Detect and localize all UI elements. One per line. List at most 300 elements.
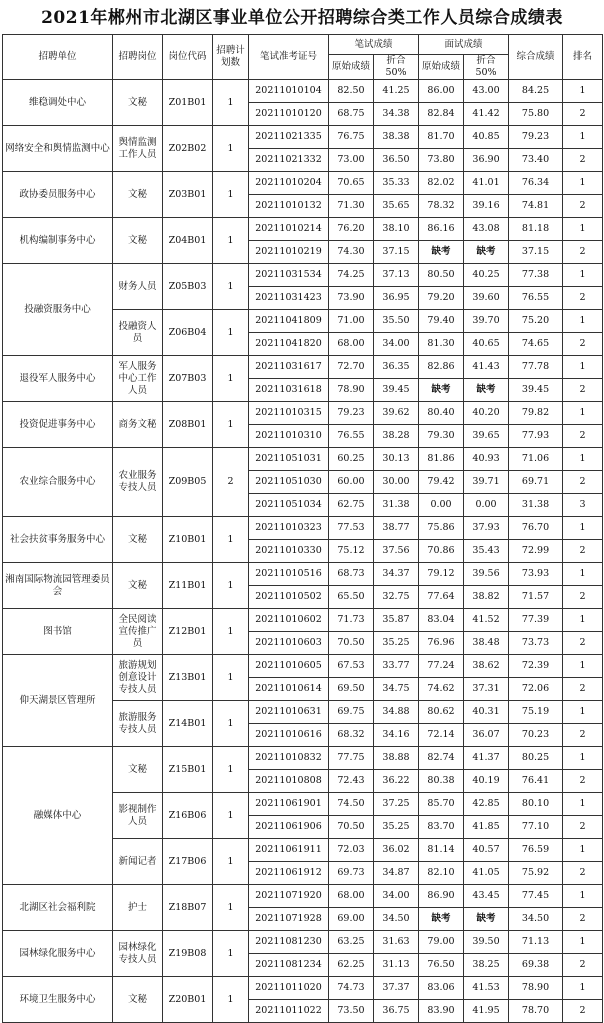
interview-raw-cell: 86.00 [419,80,464,103]
unit-name-cell: 退役军人服务中心 [3,356,113,402]
interview-raw-cell: 79.40 [419,310,464,333]
interview-raw-cell: 缺考 [419,908,464,931]
exam-no-cell: 20211010204 [249,172,329,195]
unit-name-cell: 湘南国际物流园管理委员会 [3,563,113,609]
plan-count-cell: 1 [213,931,249,977]
written-weighted-cell: 35.87 [374,609,419,632]
exam-no-cell: 20211010616 [249,724,329,747]
interview-raw-cell: 73.80 [419,149,464,172]
exam-no-cell: 20211071920 [249,885,329,908]
interview-weighted-cell: 40.93 [464,448,509,471]
post-name-cell: 农业服务专技人员 [113,448,163,517]
table-row [3,931,603,954]
rank-cell: 2 [563,816,603,839]
written-raw-cell: 68.75 [329,103,374,126]
written-weighted-cell: 30.13 [374,448,419,471]
total-cell: 80.25 [509,747,563,770]
rank-cell: 2 [563,862,603,885]
written-raw-cell: 72.03 [329,839,374,862]
written-raw-cell: 70.50 [329,632,374,655]
written-raw-cell: 71.00 [329,310,374,333]
interview-raw-cell: 74.62 [419,678,464,701]
unit-name-cell: 政协委员服务中心 [3,172,113,218]
total-cell: 37.15 [509,241,563,264]
written-weighted-cell: 34.00 [374,333,419,356]
rank-cell: 2 [563,103,603,126]
exam-no-cell: 20211010605 [249,655,329,678]
rank-cell: 2 [563,287,603,310]
written-raw-cell: 76.20 [329,218,374,241]
rank-cell: 1 [563,563,603,586]
total-cell: 84.25 [509,80,563,103]
written-weighted-cell: 34.75 [374,678,419,701]
plan-count-cell: 1 [213,563,249,609]
interview-weighted-cell: 37.93 [464,517,509,540]
post-name-cell: 文秘 [113,977,163,1023]
written-weighted-cell: 39.62 [374,402,419,425]
plan-count-cell: 1 [213,793,249,839]
interview-weighted-cell: 41.43 [464,356,509,379]
written-weighted-cell: 35.50 [374,310,419,333]
interview-weighted-cell: 41.95 [464,1000,509,1023]
header-post: 招聘岗位 [113,35,163,80]
interview-weighted-cell: 35.43 [464,540,509,563]
rank-cell: 1 [563,609,603,632]
exam-no-cell: 20211010832 [249,747,329,770]
interview-weighted-cell: 缺考 [464,241,509,264]
post-name-cell: 旅游规划创意设计专技人员 [113,655,163,701]
written-raw-cell: 77.53 [329,517,374,540]
interview-raw-cell: 79.30 [419,425,464,448]
rank-cell: 1 [563,701,603,724]
header-total: 综合成绩 [509,35,563,80]
post-code-cell: Z17B06 [163,839,213,885]
total-cell: 77.78 [509,356,563,379]
post-name-cell: 财务人员 [113,264,163,310]
written-raw-cell: 72.43 [329,770,374,793]
exam-no-cell: 20211061912 [249,862,329,885]
interview-raw-cell: 76.96 [419,632,464,655]
exam-no-cell: 20211081230 [249,931,329,954]
rank-cell: 1 [563,448,603,471]
written-raw-cell: 76.75 [329,126,374,149]
written-weighted-cell: 31.63 [374,931,419,954]
total-cell: 73.40 [509,149,563,172]
total-cell: 76.70 [509,517,563,540]
rank-cell: 1 [563,885,603,908]
written-raw-cell: 73.90 [329,287,374,310]
post-name-cell: 文秘 [113,172,163,218]
interview-raw-cell: 缺考 [419,241,464,264]
interview-raw-cell: 79.12 [419,563,464,586]
written-raw-cell: 71.73 [329,609,374,632]
exam-no-cell: 20211010602 [249,609,329,632]
written-raw-cell: 74.50 [329,793,374,816]
post-name-cell: 文秘 [113,517,163,563]
table-row [3,126,603,149]
total-cell: 74.81 [509,195,563,218]
written-weighted-cell: 37.37 [374,977,419,1000]
header-written-weighted: 折合50% [374,55,419,80]
header-interview-raw: 原始成绩 [419,55,464,80]
interview-weighted-cell: 40.19 [464,770,509,793]
plan-count-cell: 1 [213,517,249,563]
written-weighted-cell: 39.45 [374,379,419,402]
post-code-cell: Z09B05 [163,448,213,517]
exam-no-cell: 20211061901 [249,793,329,816]
rank-cell: 1 [563,402,603,425]
table-row [3,80,603,103]
interview-weighted-cell: 38.62 [464,655,509,678]
interview-raw-cell: 缺考 [419,379,464,402]
interview-raw-cell: 82.02 [419,172,464,195]
total-cell: 77.93 [509,425,563,448]
exam-no-cell: 20211051034 [249,494,329,517]
rank-cell: 2 [563,333,603,356]
written-weighted-cell: 30.00 [374,471,419,494]
exam-no-cell: 20211041809 [249,310,329,333]
total-cell: 75.20 [509,310,563,333]
written-raw-cell: 76.55 [329,425,374,448]
header-exam-no: 笔试准考证号 [249,35,329,80]
written-raw-cell: 72.70 [329,356,374,379]
post-name-cell: 商务文秘 [113,402,163,448]
post-code-cell: Z01B01 [163,80,213,126]
interview-weighted-cell: 39.60 [464,287,509,310]
written-weighted-cell: 35.33 [374,172,419,195]
written-raw-cell: 78.90 [329,379,374,402]
written-raw-cell: 74.73 [329,977,374,1000]
total-cell: 71.06 [509,448,563,471]
written-weighted-cell: 37.56 [374,540,419,563]
post-code-cell: Z07B03 [163,356,213,402]
written-raw-cell: 65.50 [329,586,374,609]
exam-no-cell: 20211061906 [249,816,329,839]
interview-weighted-cell: 39.56 [464,563,509,586]
post-code-cell: Z10B01 [163,517,213,563]
score-table [2,34,603,1023]
written-weighted-cell: 38.38 [374,126,419,149]
written-raw-cell: 74.30 [329,241,374,264]
interview-raw-cell: 81.14 [419,839,464,862]
post-code-cell: Z04B01 [163,218,213,264]
exam-no-cell: 20211010214 [249,218,329,241]
total-cell: 34.50 [509,908,563,931]
total-cell: 78.70 [509,1000,563,1023]
rank-cell: 1 [563,655,603,678]
interview-raw-cell: 80.38 [419,770,464,793]
total-cell: 76.41 [509,770,563,793]
interview-weighted-cell: 42.85 [464,793,509,816]
interview-raw-cell: 81.86 [419,448,464,471]
written-weighted-cell: 37.15 [374,241,419,264]
interview-raw-cell: 70.86 [419,540,464,563]
plan-count-cell: 1 [213,839,249,885]
interview-weighted-cell: 36.07 [464,724,509,747]
table-row [3,655,603,678]
exam-no-cell: 20211031618 [249,379,329,402]
total-cell: 72.99 [509,540,563,563]
interview-weighted-cell: 0.00 [464,494,509,517]
interview-weighted-cell: 缺考 [464,908,509,931]
exam-no-cell: 20211010120 [249,103,329,126]
post-name-cell: 护士 [113,885,163,931]
exam-no-cell: 20211010323 [249,517,329,540]
written-raw-cell: 73.50 [329,1000,374,1023]
written-weighted-cell: 38.77 [374,517,419,540]
header-written-raw: 原始成绩 [329,55,374,80]
written-raw-cell: 71.30 [329,195,374,218]
post-code-cell: Z13B01 [163,655,213,701]
table-row [3,977,603,1000]
interview-weighted-cell: 41.01 [464,172,509,195]
unit-name-cell: 图书馆 [3,609,113,655]
interview-raw-cell: 77.64 [419,586,464,609]
total-cell: 79.23 [509,126,563,149]
interview-weighted-cell: 36.90 [464,149,509,172]
post-code-cell: Z20B01 [163,977,213,1023]
exam-no-cell: 20211071928 [249,908,329,931]
interview-weighted-cell: 38.82 [464,586,509,609]
exam-no-cell: 20211010219 [249,241,329,264]
plan-count-cell: 1 [213,172,249,218]
plan-count-cell: 1 [213,402,249,448]
rank-cell: 1 [563,172,603,195]
post-code-cell: Z12B01 [163,609,213,655]
interview-raw-cell: 79.00 [419,931,464,954]
unit-name-cell: 仰天湖景区管理所 [3,655,113,747]
interview-weighted-cell: 40.25 [464,264,509,287]
written-raw-cell: 68.73 [329,563,374,586]
table-row [3,448,603,471]
header-written: 笔试成绩 [329,35,419,55]
plan-count-cell: 1 [213,218,249,264]
total-cell: 81.18 [509,218,563,241]
written-raw-cell: 68.00 [329,885,374,908]
written-weighted-cell: 36.35 [374,356,419,379]
header-plan: 招聘计划数 [213,35,249,80]
post-name-cell: 文秘 [113,747,163,793]
plan-count-cell: 1 [213,126,249,172]
rank-cell: 2 [563,149,603,172]
written-weighted-cell: 34.50 [374,908,419,931]
unit-name-cell: 维稳调处中心 [3,80,113,126]
rank-cell: 2 [563,540,603,563]
table-body [3,80,603,1023]
post-code-cell: Z15B01 [163,747,213,793]
interview-raw-cell: 86.16 [419,218,464,241]
written-raw-cell: 62.25 [329,954,374,977]
rank-cell: 1 [563,264,603,287]
interview-weighted-cell: 39.50 [464,931,509,954]
written-weighted-cell: 38.10 [374,218,419,241]
unit-name-cell: 环境卫生服务中心 [3,977,113,1023]
post-code-cell: Z06B04 [163,310,213,356]
post-name-cell: 投融资人员 [113,310,163,356]
interview-raw-cell: 83.70 [419,816,464,839]
total-cell: 76.59 [509,839,563,862]
written-weighted-cell: 31.13 [374,954,419,977]
interview-raw-cell: 78.32 [419,195,464,218]
interview-raw-cell: 83.04 [419,609,464,632]
written-weighted-cell: 36.02 [374,839,419,862]
interview-raw-cell: 82.74 [419,747,464,770]
interview-weighted-cell: 41.52 [464,609,509,632]
interview-weighted-cell: 43.08 [464,218,509,241]
rank-cell: 1 [563,839,603,862]
rank-cell: 1 [563,517,603,540]
total-cell: 69.71 [509,471,563,494]
exam-no-cell: 20211051030 [249,471,329,494]
interview-weighted-cell: 43.00 [464,80,509,103]
interview-weighted-cell: 39.16 [464,195,509,218]
written-weighted-cell: 35.25 [374,632,419,655]
interview-raw-cell: 81.70 [419,126,464,149]
exam-no-cell: 20211051031 [249,448,329,471]
exam-no-cell: 20211031534 [249,264,329,287]
rank-cell: 1 [563,310,603,333]
written-weighted-cell: 41.25 [374,80,419,103]
written-raw-cell: 74.25 [329,264,374,287]
total-cell: 75.92 [509,862,563,885]
interview-raw-cell: 80.50 [419,264,464,287]
rank-cell: 2 [563,241,603,264]
written-raw-cell: 79.23 [329,402,374,425]
plan-count-cell: 2 [213,448,249,517]
plan-count-cell: 1 [213,701,249,747]
exam-no-cell: 20211031423 [249,287,329,310]
exam-no-cell: 20211010132 [249,195,329,218]
interview-raw-cell: 86.90 [419,885,464,908]
unit-name-cell: 投融资服务中心 [3,264,113,356]
written-raw-cell: 67.53 [329,655,374,678]
interview-weighted-cell: 39.70 [464,310,509,333]
table-row [3,563,603,586]
total-cell: 73.73 [509,632,563,655]
header-code: 岗位代码 [163,35,213,80]
page-title: 2021年郴州市北湖区事业单位公开招聘综合类工作人员综合成绩表 [41,8,563,28]
interview-raw-cell: 85.70 [419,793,464,816]
rank-cell: 1 [563,356,603,379]
written-weighted-cell: 36.75 [374,1000,419,1023]
unit-name-cell: 社会扶贫事务服务中心 [3,517,113,563]
written-raw-cell: 69.00 [329,908,374,931]
written-raw-cell: 70.65 [329,172,374,195]
post-code-cell: Z02B02 [163,126,213,172]
table-row [3,172,603,195]
written-raw-cell: 69.73 [329,862,374,885]
exam-no-cell: 20211021332 [249,149,329,172]
total-cell: 78.90 [509,977,563,1000]
written-weighted-cell: 34.38 [374,103,419,126]
unit-name-cell: 农业综合服务中心 [3,448,113,517]
total-cell: 39.45 [509,379,563,402]
post-name-cell: 旅游服务专技人员 [113,701,163,747]
rank-cell: 1 [563,977,603,1000]
exam-no-cell: 20211011022 [249,1000,329,1023]
table-row [3,885,603,908]
table-row [3,609,603,632]
interview-raw-cell: 77.24 [419,655,464,678]
rank-cell: 2 [563,724,603,747]
written-raw-cell: 63.25 [329,931,374,954]
interview-weighted-cell: 41.85 [464,816,509,839]
post-name-cell: 舆情监测工作人员 [113,126,163,172]
post-name-cell: 全民阅读宣传推广员 [113,609,163,655]
interview-weighted-cell: 缺考 [464,379,509,402]
post-name-cell: 文秘 [113,218,163,264]
rank-cell: 2 [563,770,603,793]
written-weighted-cell: 34.87 [374,862,419,885]
interview-raw-cell: 79.20 [419,287,464,310]
interview-raw-cell: 80.40 [419,402,464,425]
post-code-cell: Z18B07 [163,885,213,931]
exam-no-cell: 20211021335 [249,126,329,149]
unit-name-cell: 北湖区社会福利院 [3,885,113,931]
interview-raw-cell: 83.90 [419,1000,464,1023]
interview-raw-cell: 81.30 [419,333,464,356]
written-weighted-cell: 31.38 [374,494,419,517]
total-cell: 75.80 [509,103,563,126]
rank-cell: 2 [563,586,603,609]
written-weighted-cell: 33.77 [374,655,419,678]
interview-raw-cell: 82.10 [419,862,464,885]
post-code-cell: Z16B06 [163,793,213,839]
total-cell: 69.38 [509,954,563,977]
post-code-cell: Z03B01 [163,172,213,218]
interview-weighted-cell: 40.20 [464,402,509,425]
written-weighted-cell: 34.16 [374,724,419,747]
interview-weighted-cell: 38.25 [464,954,509,977]
written-raw-cell: 73.00 [329,149,374,172]
rank-cell: 2 [563,195,603,218]
header-unit: 招聘单位 [3,35,113,80]
rank-cell: 1 [563,80,603,103]
written-raw-cell: 69.50 [329,678,374,701]
post-name-cell: 影视制作人员 [113,793,163,839]
post-name-cell: 新闻记者 [113,839,163,885]
plan-count-cell: 1 [213,80,249,126]
exam-no-cell: 20211010631 [249,701,329,724]
table-row [3,218,603,241]
post-name-cell: 园林绿化专技人员 [113,931,163,977]
exam-no-cell: 20211010104 [249,80,329,103]
plan-count-cell: 1 [213,885,249,931]
written-raw-cell: 75.12 [329,540,374,563]
interview-raw-cell: 72.14 [419,724,464,747]
rank-cell: 1 [563,793,603,816]
total-cell: 73.93 [509,563,563,586]
rank-cell: 2 [563,954,603,977]
total-cell: 76.34 [509,172,563,195]
header-interview: 面试成绩 [419,35,509,55]
interview-weighted-cell: 40.31 [464,701,509,724]
interview-weighted-cell: 41.53 [464,977,509,1000]
rank-cell: 2 [563,379,603,402]
written-raw-cell: 68.32 [329,724,374,747]
post-code-cell: Z08B01 [163,402,213,448]
interview-weighted-cell: 43.45 [464,885,509,908]
interview-weighted-cell: 37.31 [464,678,509,701]
written-weighted-cell: 37.13 [374,264,419,287]
unit-name-cell: 网络安全和舆情监测中心 [3,126,113,172]
unit-name-cell: 融媒体中心 [3,747,113,885]
exam-no-cell: 20211081234 [249,954,329,977]
rank-cell: 3 [563,494,603,517]
interview-weighted-cell: 41.05 [464,862,509,885]
interview-weighted-cell: 40.85 [464,126,509,149]
rank-cell: 1 [563,931,603,954]
